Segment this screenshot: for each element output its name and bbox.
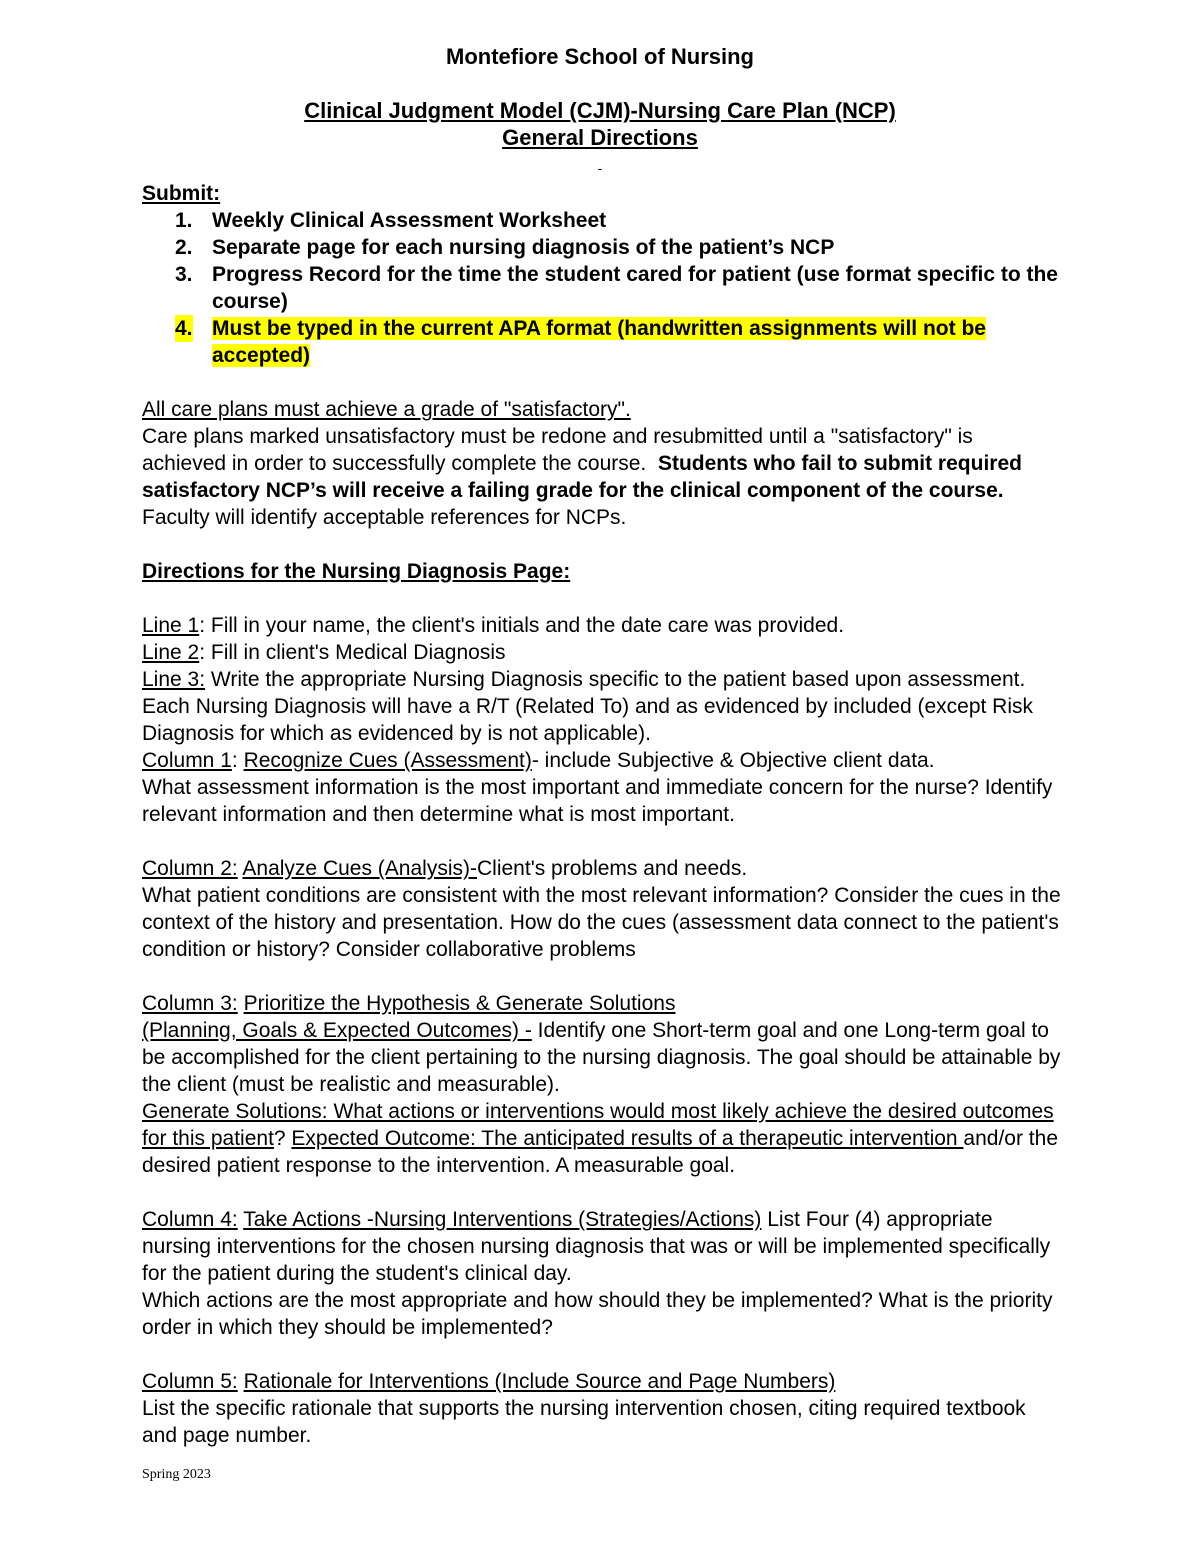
submit-item-highlighted: 4. Must be typed in the current APA format (handwritten assignments will not be accepted): [175, 317, 986, 367]
grading-paragraph: Care plans marked unsatisfactory must be redone and resubmitted until a "satisfactory" is achieved in order to successfully complete the course. Students who fail to submit required satisfactory NCP’s will receive a failing grade for the clinical component of the course. Faculty will identify acceptable references for NCPs.: [142, 425, 1022, 529]
column2-paragraph: What patient conditions are consistent with the most relevant information? Consider the cues in the context of the history and presentation. How do the cues (assessment data connect to the patient's condition or history? Consider collaborative problems: [142, 884, 1061, 961]
document-title: Clinical Judgment Model (CJM)-Nursing Care Plan (NCP): [304, 98, 896, 123]
submit-item: 1. Weekly Clinical Assessment Worksheet: [175, 209, 607, 232]
line1-instruction: Line 1: Fill in your name, the client's initials and the date care was provided.: [142, 614, 845, 637]
column2-instruction: Column 2: Analyze Cues (Analysis)-Client's problems and needs.: [142, 857, 748, 880]
column1-paragraph: What assessment information is the most important and immediate concern for the nurse? Identify relevant information and then determine what is most important.: [142, 776, 1053, 826]
footer-term: Spring 2023: [142, 1467, 211, 1482]
line3-instruction: Line 3: Write the appropriate Nursing Diagnosis specific to the patient based upon assessment. Each Nursing Diagnosis will have a R/T (Related To) and as evidenced by included (except Risk Diagnosis for which as evidenced by is not applicable).: [142, 668, 1034, 745]
document-subtitle: General Directions: [502, 125, 698, 150]
column3-paragraph: (Planning, Goals & Expected Outcomes) - Identify one Short-term goal and one Long-term goal to be accomplished for the client pertaining to the nursing diagnosis. The goal should be attainable by the client (must be realistic and measurable).: [142, 1019, 1061, 1096]
column4-instruction: Column 4: Take Actions -Nursing Interventions (Strategies/Actions) List Four (4) appropriate nursing interventions for the chosen nursing diagnosis that was or will be implemented specifically for the patient during the student's clinical day.: [142, 1208, 1051, 1285]
column3-instruction: Column 3: Prioritize the Hypothesis & Generate Solutions: [142, 992, 676, 1015]
dash-mark: -: [597, 160, 603, 176]
column1-instruction: Column 1: Recognize Cues (Assessment)- include Subjective & Objective client data.: [142, 749, 935, 772]
document-body: [142, 180, 1062, 1449]
directions-heading: Directions for the Nursing Diagnosis Page:: [142, 560, 571, 583]
column5-instruction: Column 5: Rationale for Interventions (Include Source and Page Numbers): [142, 1370, 836, 1393]
submit-heading: Submit:: [142, 182, 221, 205]
column4-paragraph: Which actions are the most appropriate and how should they be implemented? What is the priority order in which they should be implemented?: [142, 1289, 1053, 1339]
submit-item: 3. Progress Record for the time the student cared for patient (use format specific to the course): [175, 263, 1058, 313]
column5-paragraph: List the specific rationale that supports the nursing intervention chosen, citing required textbook and page number.: [142, 1397, 1026, 1447]
line2-instruction: Line 2: Fill in client's Medical Diagnosis: [142, 641, 506, 664]
grading-requirement: All care plans must achieve a grade of "satisfactory".: [142, 398, 631, 421]
column3-solutions: Generate Solutions: What actions or interventions would most likely achieve the desired outcomes for this patient? Expected Outcome: The anticipated results of a therapeutic intervention and/or the desired patient response to the intervention. A measurable goal.: [142, 1100, 1058, 1177]
submit-list: [142, 207, 1062, 369]
school-name: Montefiore School of Nursing: [446, 44, 754, 69]
submit-item: 2. Separate page for each nursing diagnosis of the patient’s NCP: [175, 236, 835, 259]
